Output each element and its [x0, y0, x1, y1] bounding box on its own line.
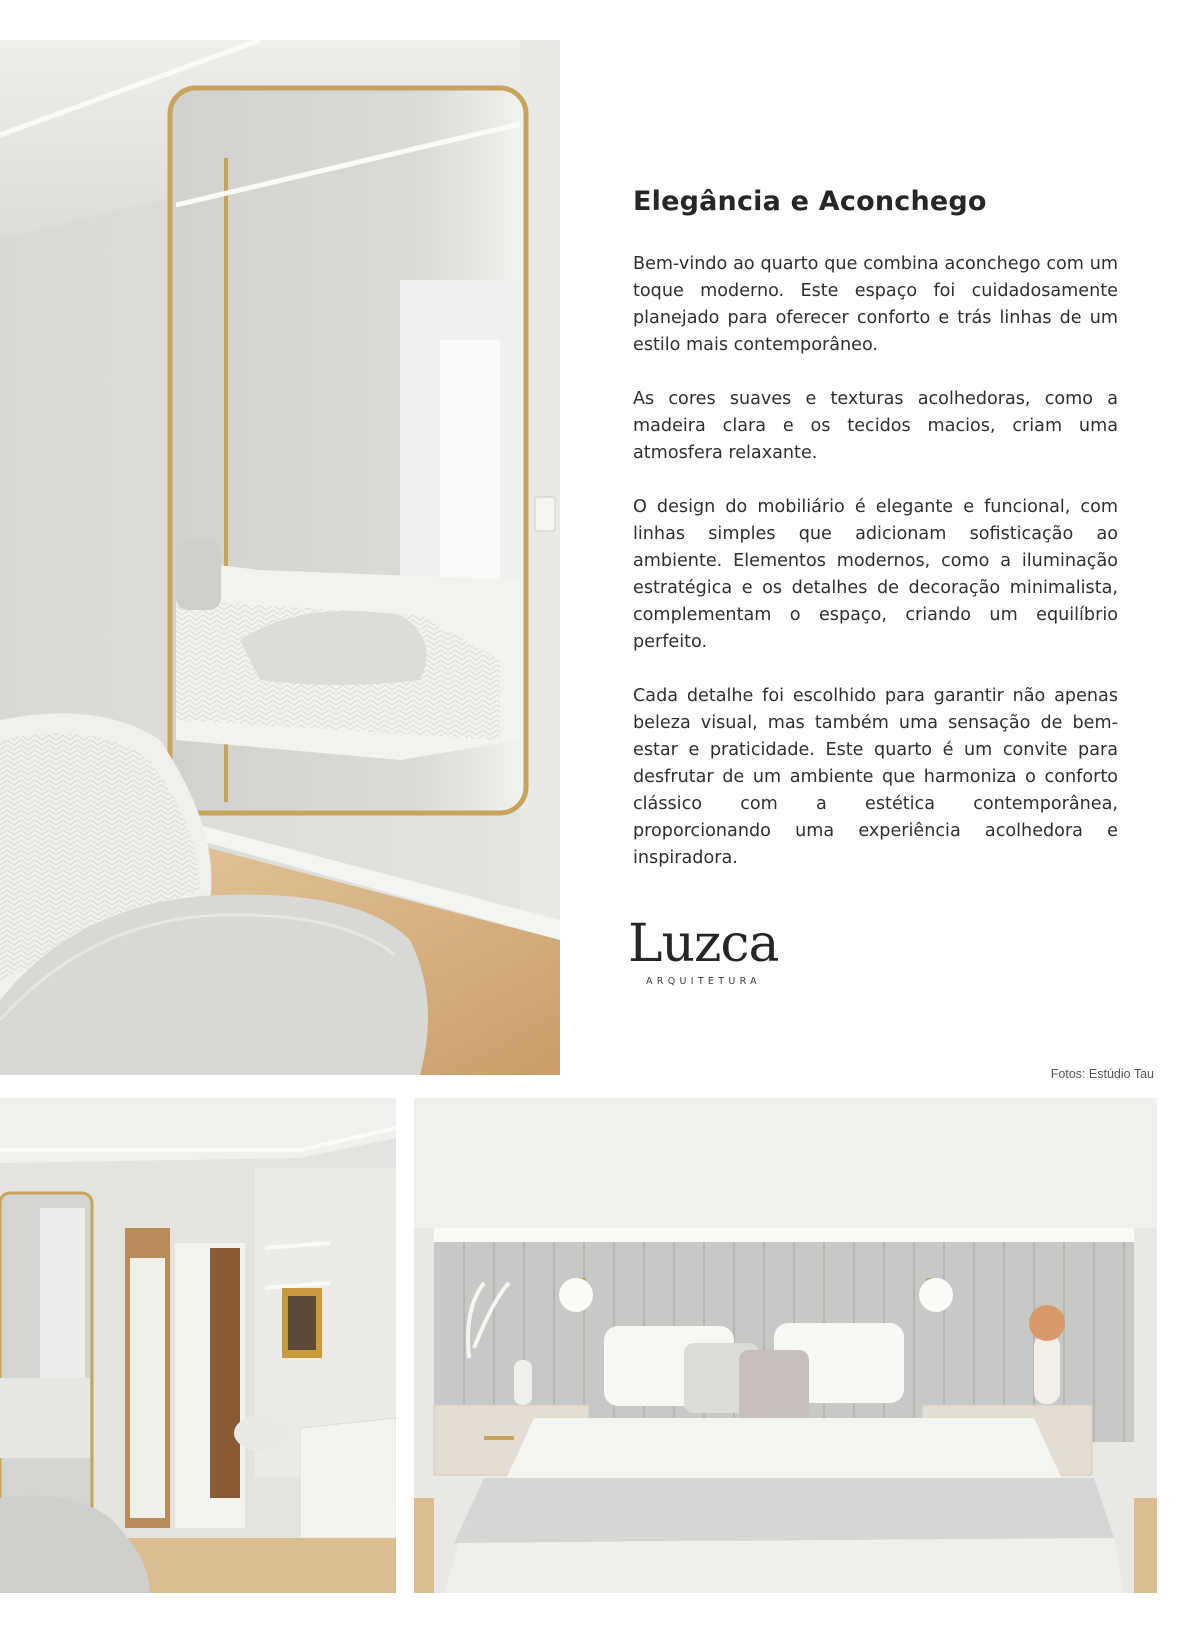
- luzca-logo: [628, 914, 798, 994]
- article-paragraph: O design do mobiliário é elegante e funcional, com linhas simples que adicionam sofisticação ao ambiente. Elementos modernos, como a iluminação estratégica e os detalhes de decoração minimalista, complementam o espaço, criando um equilíbrio perfeito.: [633, 497, 1118, 652]
- article-paragraph: Bem-vindo ao quarto que combina aconchego com um toque moderno. Este espaço foi cuidadosamente planejado para oferecer conforto e trás linhas de um estilo mais contemporâneo.: [633, 254, 1118, 355]
- photo-credit: Fotos: Estúdio Tau: [1050, 1067, 1154, 1081]
- article-paragraph: As cores suaves e texturas acolhedoras, como a madeira clara e os tecidos macios, criam uma atmosfera relaxante.: [633, 389, 1118, 463]
- article-title: Elegância e Aconchego: [633, 186, 987, 217]
- logo-wordmark: Luzca: [628, 914, 779, 974]
- logo-subtitle: ARQUITETURA: [646, 976, 761, 987]
- article-paragraph: Cada detalhe foi escolhido para garantir não apenas beleza visual, mas também uma sensação de bem-estar e praticidade. Este quarto é um convite para desfrutar de um ambiente que harmoniza o conforto clássico com a estética contemporânea, proporcionando uma experiência acolhedora e inspiradora.: [633, 686, 1118, 868]
- photo-bed-headboard: [414, 1098, 1157, 1593]
- photo-bedroom-mirror: [0, 40, 560, 1075]
- article: [633, 186, 1118, 899]
- photo-room-overview: [0, 1098, 396, 1593]
